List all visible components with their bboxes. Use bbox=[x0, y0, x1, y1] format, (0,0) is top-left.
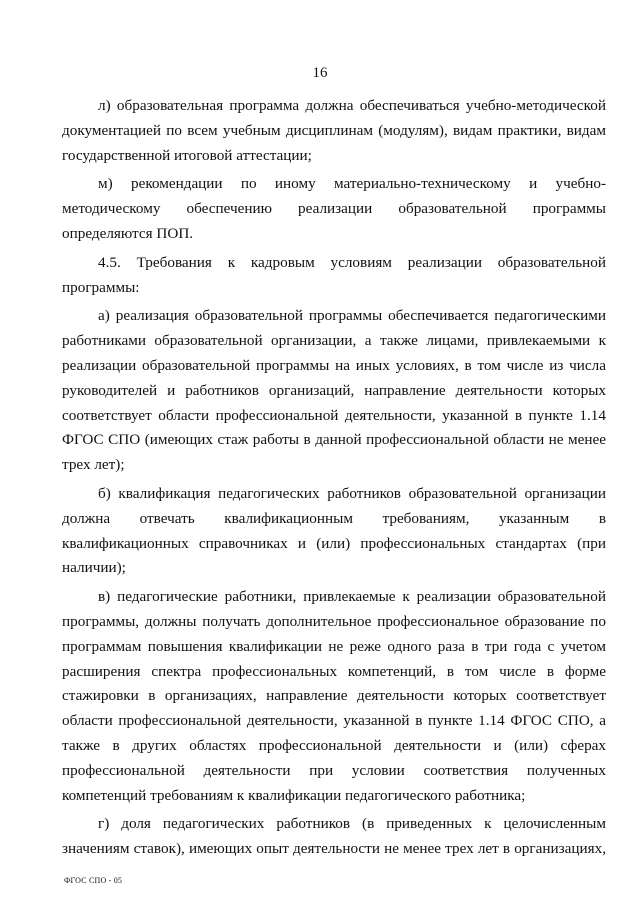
document-body bbox=[62, 94, 606, 866]
paragraph-v: в) педагогические работники, привлекаемые к реализации образовательной программы, должны получать дополнительное профессиональное образование по программам повышения квалификации не реже одного раза в три года с учетом расширения спектра профессиональных компетенций, в том числе в форме стажировки в организациях, направление деятельности которых соответствует области профессиональной деятельности, указанной в пункте 1.14 ФГОС СПО, а также в других областях профессиональной деятельности и (или) сферах профессиональной деятельности при условии соответствия полученных компетенций требованиям к квалификации педагогического работника; bbox=[62, 588, 606, 804]
page-number: 16 bbox=[312, 65, 328, 81]
paragraph-l: л) образовательная программа должна обеспечиваться учебно-методической документацией по всем учебным дисциплинам (модулям), видам практики, видам государственной итоговой аттестации; bbox=[62, 97, 606, 164]
section-4-5-heading: 4.5. Требования к кадровым условиям реализации образовательной программы: bbox=[62, 253, 606, 296]
paragraph-b: б) квалификация педагогических работников образовательной организации должна отвечать квалификационным требованиям, указанным в квалификационных справочниках и (или) профессиональных стандартах (при наличии); bbox=[62, 484, 606, 577]
paragraph-m: м) рекомендации по иному материально-техническому и учебно-методическому обеспечению реализации образовательной программы определяются ПОП. bbox=[62, 175, 606, 242]
paragraph-g: г) доля педагогических работников (в приведенных к целочисленным значениям ставок), имеющих опыт деятельности не менее трех лет в организациях, bbox=[62, 815, 606, 858]
footer-code: ФГОС СПО - 05 bbox=[64, 876, 123, 885]
paragraph-a: а) реализация образовательной программы обеспечивается педагогическими работниками образовательной организации, а также лицами, привлекаемыми к реализации образовательной программы на иных условиях, в том числе из числа руководителей и работников организаций, направление деятельности которых соответствует области профессиональной деятельности, указанной в пункте 1.14 ФГОС СПО (имеющих стаж работы в данной профессиональной области не менее трех лет); bbox=[62, 307, 606, 474]
